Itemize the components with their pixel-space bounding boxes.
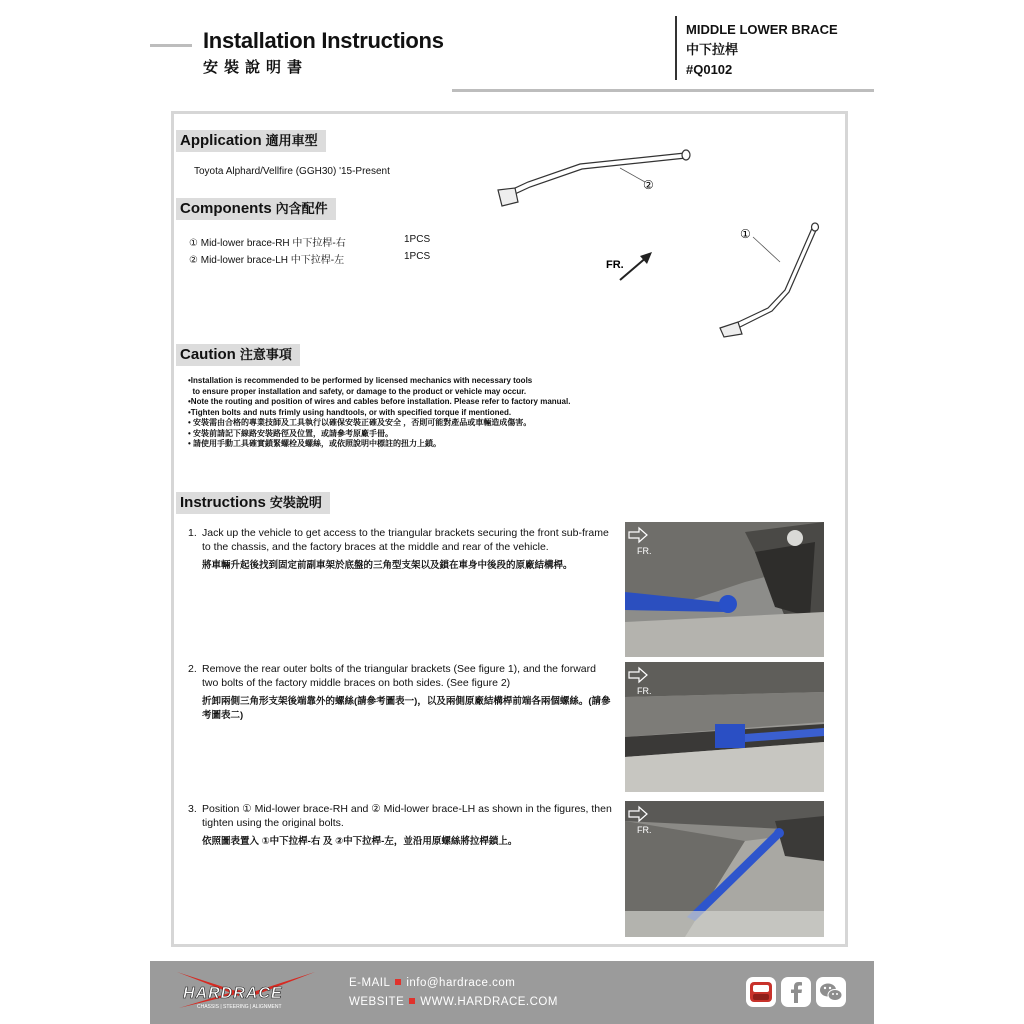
application-heading xyxy=(176,130,326,152)
instructions-heading-zh: 安裝說明 xyxy=(269,496,322,511)
facebook-icon[interactable] xyxy=(781,977,811,1007)
footer-email xyxy=(349,977,515,989)
step-text-zh: 依照圖表置入 ①中下拉桿-右 及 ②中下拉桿-左，並沿用原螺絲將拉桿鎖上。 xyxy=(202,836,518,847)
logo-wordmark: HARDRACE xyxy=(183,985,283,1002)
application-heading-en: Application xyxy=(180,132,262,149)
header-rule-left xyxy=(150,44,192,47)
footer-website xyxy=(349,996,558,1008)
header-divider xyxy=(675,16,677,80)
youtube-icon[interactable] xyxy=(746,977,776,1007)
step-number: 1. xyxy=(188,527,197,539)
parts-diagram xyxy=(480,140,840,350)
brace-lh-drawing xyxy=(498,150,690,206)
marker-2: ② xyxy=(643,178,654,192)
logo-tagline: CHASSIS | STEERING | ALIGNMENT xyxy=(197,1004,282,1010)
page-title-zh: 安裝說明書 xyxy=(203,58,309,76)
caution-heading-zh: 注意事項 xyxy=(239,348,292,363)
product-info xyxy=(686,20,838,80)
bullet-icon xyxy=(395,979,401,985)
step-text-en: Remove the rear outer bolts of the triangular brackets (See figure 1), and the forward two bolts of the factory middle braces on both sides. (See figure 2) xyxy=(202,663,596,689)
vehicle-fitment: Toyota Alphard/Vellfire (GGH30) '15-Present xyxy=(194,166,390,177)
fr-label: FR. xyxy=(606,259,624,271)
caution-list xyxy=(188,376,570,450)
caution-heading-en: Caution xyxy=(180,346,236,363)
step-1-photo xyxy=(625,522,824,657)
website-link[interactable]: WWW.HARDRACE.COM xyxy=(420,996,558,1008)
step-number: 2. xyxy=(188,663,197,675)
components-heading xyxy=(176,198,336,220)
fr-arrow-icon xyxy=(620,252,652,280)
caution-line: •Installation is recommended to be performed by licensed mechanics with necessary tools xyxy=(188,376,533,385)
application-heading-zh: 適用車型 xyxy=(265,134,318,149)
step-text-zh: 將車輛升起後找到固定前副車架於底盤的三角型支架以及鎖在車身中後段的原廠結構桿。 xyxy=(202,560,573,571)
components-heading-en: Components xyxy=(180,200,272,217)
caution-line: • 安裝前請記下線路安裝路徑及位置，或請參考原廠手冊。 xyxy=(188,428,394,438)
header-rule-right xyxy=(452,89,874,92)
website-label: WEBSITE xyxy=(349,996,405,1008)
photo-fr-label: FR. xyxy=(637,825,652,835)
wechat-icon[interactable] xyxy=(816,977,846,1007)
step-text-en: Position ① Mid-lower brace-RH and ② Mid-lower brace-LH as shown in the figures, then tighten using the original bolts. xyxy=(202,803,612,829)
hardrace-logo xyxy=(175,966,320,1014)
part-number: #Q0102 xyxy=(686,62,733,77)
instructions-heading xyxy=(176,492,330,514)
component-item-1-label: ① Mid-lower brace-RH 中下拉桿-右 xyxy=(189,238,346,249)
page-title: Installation Instructions xyxy=(203,28,444,53)
email-label: E-MAIL xyxy=(349,977,391,989)
component-item-2-label: ② Mid-lower brace-LH 中下拉桿-左 xyxy=(189,255,345,266)
caution-line: •Note the routing and position of wires and cables before installation. Please refer to factory manual. xyxy=(188,397,571,406)
caution-line: •Tighten bolts and nuts frimly using handtools, or with specified torque if mentioned. xyxy=(188,407,512,417)
callout-line-2 xyxy=(620,168,645,182)
caution-line: • 安裝需由合格的專業技師及工具執行以確保安裝正確及安全 ，否則可能對產品或車輛造成傷害。 xyxy=(188,418,532,427)
caution-line: to ensure proper installation and safety, or damage to the product or vehicle may occur. xyxy=(188,386,527,396)
instruction-step-1 xyxy=(188,527,612,573)
step-text-en: Jack up the vehicle to get access to the triangular brackets securing the front sub-frame to the chassis, and the factory braces at the middle and rear of the vehicle. xyxy=(202,527,609,553)
components-heading-zh: 內含配件 xyxy=(275,202,328,217)
product-name-zh: 中下拉桿 xyxy=(686,42,739,57)
instruction-step-2 xyxy=(188,663,612,722)
step-3-photo xyxy=(625,801,824,937)
marker-1: ① xyxy=(740,227,751,241)
product-name-en: MIDDLE LOWER BRACE xyxy=(686,22,838,37)
component-item-1-qty: 1PCS xyxy=(404,234,431,245)
brace-rh-drawing xyxy=(720,223,819,337)
instructions-heading-en: Instructions xyxy=(180,494,266,511)
callout-line-1 xyxy=(753,237,780,262)
step-2-photo xyxy=(625,662,824,792)
caution-line: • 請使用手動工具確實鎖緊螺栓及螺絲，或依照說明中標註的扭力上鎖。 xyxy=(188,439,442,448)
step-number: 3. xyxy=(188,803,197,815)
photo-fr-label: FR. xyxy=(637,546,652,556)
instruction-step-3 xyxy=(188,803,612,849)
bullet-icon xyxy=(409,998,415,1004)
step-text-zh: 折卸兩側三角形支架後端靠外的螺絲(請參考圖表一)，以及兩側原廠結構桿前端各兩個螺絲。(請參考圖表二) xyxy=(202,696,611,721)
component-item-2-qty: 1PCS xyxy=(404,251,431,262)
photo-fr-label: FR. xyxy=(637,686,652,696)
email-link[interactable]: info@hardrace.com xyxy=(406,977,516,989)
caution-heading xyxy=(176,344,300,366)
